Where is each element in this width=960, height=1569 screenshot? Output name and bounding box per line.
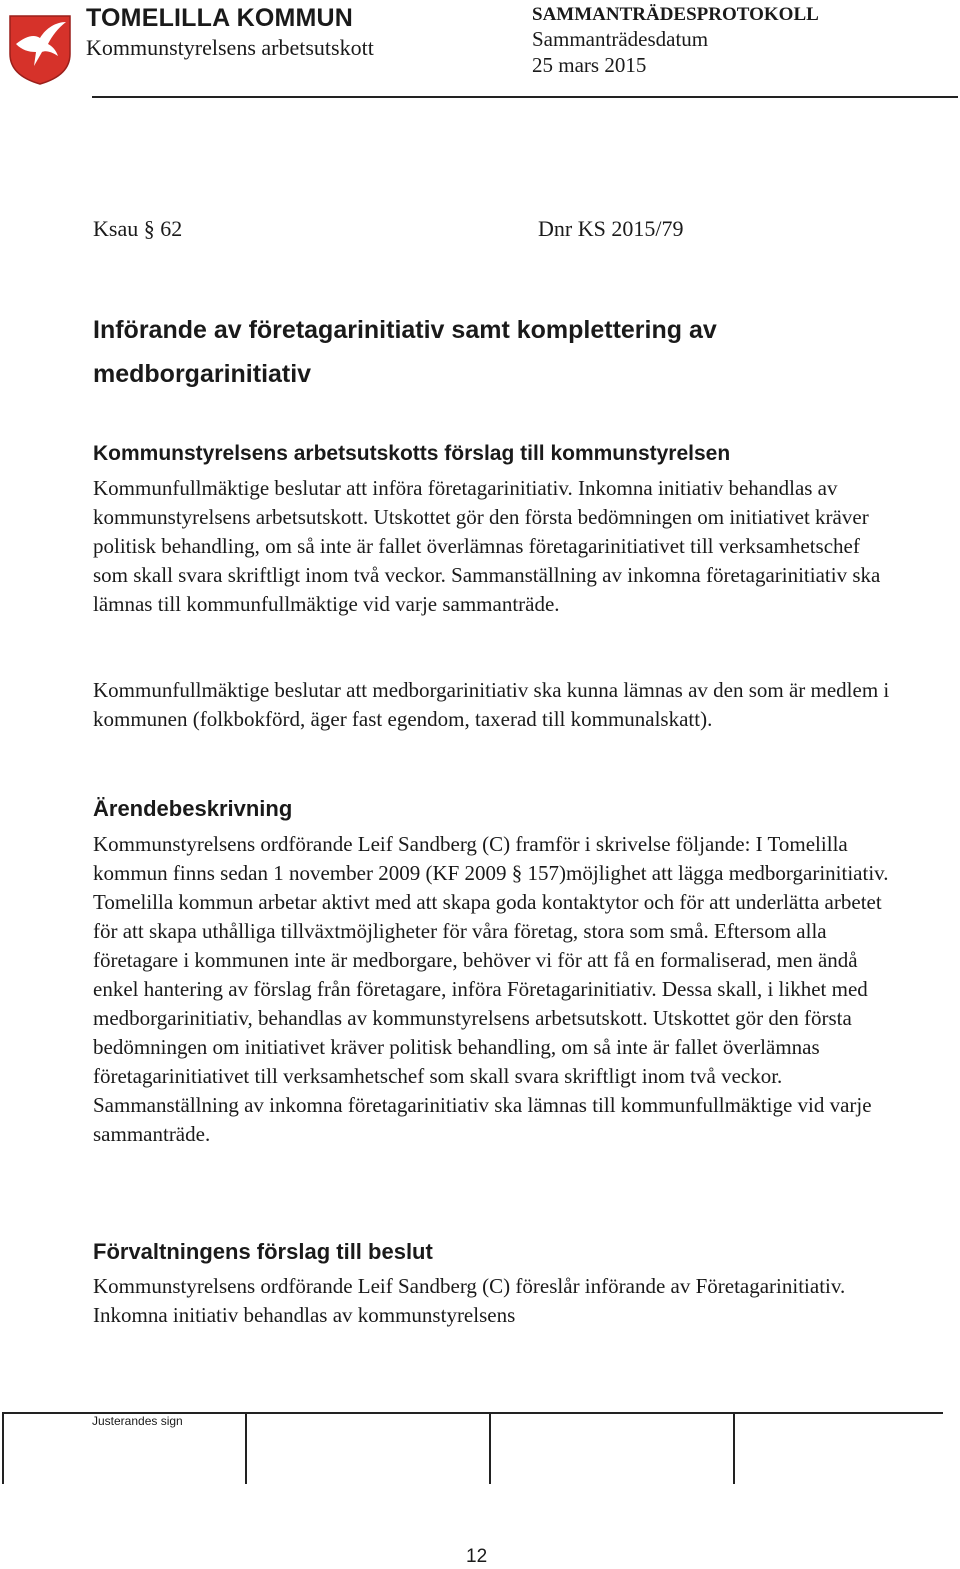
administration-proposal-heading: Förvaltningens förslag till beslut bbox=[93, 1239, 433, 1264]
meeting-date-value: 25 mars 2015 bbox=[532, 53, 647, 77]
description-paragraph: Kommunstyrelsens ordförande Leif Sandberg (C) framför i skrivelse följande: I Tomelilla kommun finns sedan 1 november 2009 (KF 2009 § 157)möjlighet att lägga medborgarinitiativ. Tomelilla kommun arbetar aktivt med att skapa goda kontaktytor och för att underlätta arbetet för att skapa uthålliga tillväxtmöjligheter för våra företag, stora som små. Eftersom alla företagare i kommunen inte är medborgare, behöver vi för att få en formaliserad, men ändå enkel hantering av förslag från företagare, införa Företagarinitiativ. Dessa skall, i likhet med medborgarinitiativ, behandlas av kommunstyrelsens arbetsutskott. Utskottet gör den första bedömningen om initiativet kräver politisk behandling, om så inte är fallet överlämnas företagarinitiativet till verksamhetschef som skall svara skriftligt inom två veckor. Sammanställning av inkomna företagarinitiativ ska lämnas till kommunfullmäktige vid varje sammanträde. bbox=[93, 832, 889, 1146]
meeting-date-label: Sammanträdesdatum bbox=[532, 27, 709, 51]
proposal-paragraph-1: Kommunfullmäktige beslutar att införa företagarinitiativ. Inkomna initiativ behandlas av kommunstyrelsens arbetsutskott. Utskottet gör den första bedömningen om initiativet kräver politisk behandling, om så inte är fallet överlämnas företagarinitiativet till verksamhetschef som skall svara skriftligt inom två veckor. Sammanställning av inkomna företagarinitiativ ska lämnas till kommunfullmäktige vid varje sammanträde. bbox=[93, 476, 881, 616]
signature-cell bbox=[489, 1414, 491, 1484]
proposal-heading: Kommunstyrelsens arbetsutskotts förslag till kommunstyrelsen bbox=[93, 442, 731, 465]
header-divider bbox=[92, 96, 958, 98]
administration-proposal-paragraph: Kommunstyrelsens ordförande Leif Sandberg (C) föreslår införande av Företagarinitiativ. Inkomna initiativ behandlas av kommunstyrelsens bbox=[93, 1274, 846, 1327]
document-type: SAMMANTRÄDESPROTOKOLL bbox=[532, 4, 819, 25]
case-number: Dnr KS 2015/79 bbox=[538, 216, 684, 241]
signature-cell bbox=[733, 1414, 735, 1484]
coat-of-arms-icon bbox=[8, 14, 72, 86]
description-heading: Ärendebeskrivning bbox=[93, 796, 293, 821]
organization-subtitle: Kommunstyrelsens arbetsutskott bbox=[86, 35, 374, 60]
paragraph-reference: Ksau § 62 bbox=[93, 216, 183, 241]
proposal-paragraph-2: Kommunfullmäktige beslutar att medborgarinitiativ ska kunna lämnas av den som är medlem i kommunen (folkbokförd, äger fast egendom, taxerad till kommunalskatt). bbox=[93, 678, 890, 731]
signature-cell bbox=[245, 1414, 247, 1484]
page-number: 12 bbox=[466, 1546, 488, 1567]
document-title: Införande av företagarinitiativ samt komplettering av medborgarinitiativ bbox=[93, 316, 717, 388]
signature-label: Justerandes sign bbox=[92, 1414, 183, 1428]
organization-name: TOMELILLA KOMMUN bbox=[86, 4, 354, 32]
signature-cell bbox=[2, 1414, 4, 1484]
